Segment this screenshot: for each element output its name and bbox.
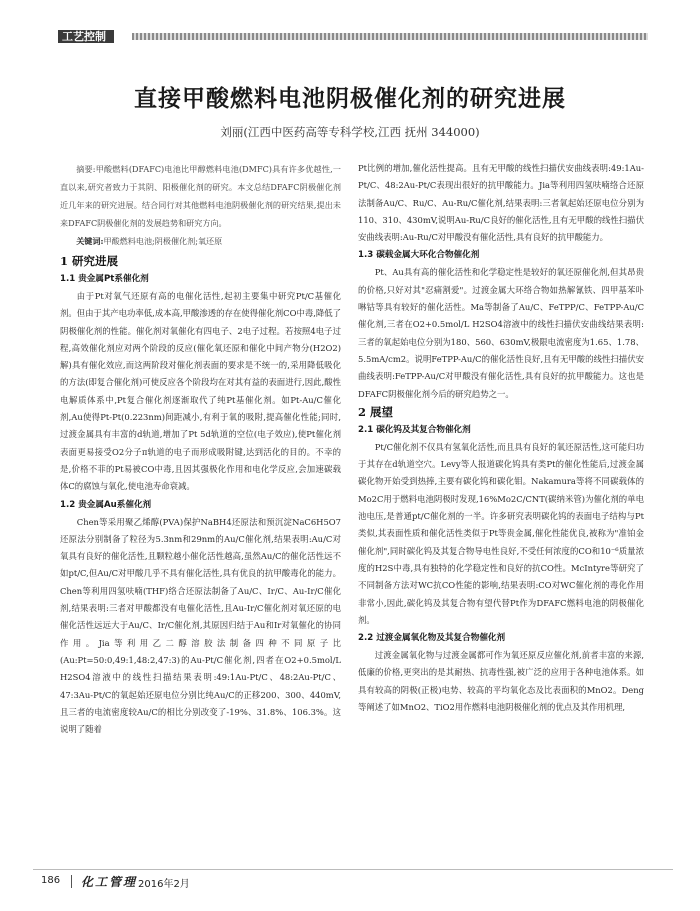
left-column-body: [60, 252, 341, 738]
section-heading: 1.3 碳载金属大环化合物催化剂: [358, 250, 480, 261]
right-column-body: [358, 160, 644, 716]
abstract: 摘要:甲酸燃料(DFAFC)电池比甲醇燃料电池(DMFC)具有许多优越性,一直以来,研究者致力于其阴、阳极催化剂的研究。本文总结DFAFC阴极催化剂近几年来的研究进展。结合同行对其他燃料电池阴极催化剂的研究结果,提出未来DFAFC阴极催化剂的发展趋势和研究方向。: [60, 164, 341, 228]
author-line: 刘丽(江西中医药高等专科学校,江西 抚州 344000): [220, 125, 480, 139]
page-number: 186: [41, 875, 61, 886]
article-title: 直接甲酸燃料电池阴极催化剂的研究进展: [134, 86, 566, 112]
right-column: [358, 160, 644, 716]
section-heading: 1.1 贵金属Pt系催化剂: [60, 274, 149, 284]
section-tag: 工艺控制: [58, 30, 114, 43]
section-heading: 2.1 碳化钨及其复合物催化剂: [358, 424, 471, 435]
paragraph: Pt/C催化剂不仅具有氢氧化活性,而且具有良好的氧还原活性,这可能归功于其存在d轨道空穴。Levy等人报道碳化钨具有类Pt的催化性能后,过渡金属碳化物开始受到热捧,主要有碳化钨和碳化钼。Nakamura等将不同碳载体的Mo2C用于燃料电池阴极时发现,16%Mo2C/CNT(碳纳米管)为催化剂的单电池电压,是普通pt/C催化剂的一半。许多研究表明碳化钨的表面电子结构与Pt类似,其表面性质和催化活性类似于Pt等贵金属,催化性能优良,被称为"准铂金催化剂",同时碳化钨及其复合物导电性良好,不受任何浓度的CO和10⁻⁶质量浓度的H2S中毒,具有独特的化学稳定性和良好的抗CO性。McIntyre等研究了不同制备方法对WC抗CO性能的影响,结果表明:CO对WC催化剂的毒化作用非常小,因此,碳化钨及其复合物有望代替Pt作为DFAFC燃料电池的阴极催化剂。: [358, 441, 644, 625]
left-column: [60, 160, 341, 738]
section-header-bar: [58, 30, 648, 43]
issue-date: 2016年2月: [138, 879, 190, 890]
paragraph: 过渡金属氧化物与过渡金属都可作为氧还原反应催化剂,前者丰富的来源,低廉的价格,更突出的是其耐热、抗毒性强,被广泛的应用于各种电池体系。如具有较高的阴极(正极)电势、较高的平均氧化态及比表面积的MnO2。Deng等阐述了如MnO2、TiO2用作燃料电池阴极催化剂的优点及其作用机理,: [358, 650, 644, 713]
section-heading: 2.2 过渡金属氧化物及其复合物催化剂: [358, 633, 506, 644]
section-heading: 2 展望: [358, 404, 394, 419]
paragraph: Pt、Au具有高的催化活性和化学稳定性是较好的氧还原催化剂,但其昂贵的价格,只好对其"忍痛割爱"。过渡金属大环络合物如热解氰铁、四甲基苯卟啉钴等具有较好的催化活性。Ma等制备了Au/C、FeTPP/C、FeTPP-Au/C催化剂,三者在O2+0.5mol/L H2SO4溶液中的线性扫描伏安曲线结果表明:三者的氧起始电位分别为180、560、630mV,极限电流密度为1.65、1.78、5.5mA/cm2。说明FeTPP-Au/C的催化活性良好,且有无甲酸的线性扫描伏安曲线表明:FeTPP-Au/C对甲酸没有催化活性,具有良好的抗甲酸能力。这也是DFAFC阴极催化剂今后的研究趋势之一。: [358, 267, 644, 399]
paragraph: Chen等采用聚乙烯醇(PVA)保护NaBH4还原法和预沉淀NaC6H5O7还原法分别制备了粒径为5.3nm和29nm的Au/C催化剂,结果表明:Au/C对氧具有良好的催化活性,且颗粒越小催化活性越高,虽然Au/C的催化活性远不如pt/C,但Au/C对甲酸几乎不具有催化活性,具有优良的抗甲酸毒化的能力。Chen等利用四氢呋喃(THF)络合还原法制备了Au/C、Ir/C、Au-Ir/C催化剂,结果表明:三者对甲酸都没有电催化活性,且Au-Ir/C催化剂对氧还原的电催化活性远远大于Au/C、Ir/C催化剂,其原因归结于Au和Ir对氧催化的协同作用。Jia等利用乙二醇溶胶法制备四种不同原子比(Au:Pt=50:0,49:1,48:2,47:3)的Au-Pt/C催化剂,四者在O2+0.5mol/L H2SO4溶液中的线性扫描结果表明:49:1Au-Pt/C、48:2Au-Pt/C、47:3Au-Pt/C的氧起始还原电位分别比纯Au/C的正移200、300、440mV,且三者的电流密度较Au/C的相比分别改变了-19%、31.8%、106.3%。这说明了随着: [60, 516, 341, 735]
page-footer: [33, 873, 673, 891]
section-heading: 1.2 贵金属Au系催化剂: [60, 499, 152, 510]
journal-name: 化工管理: [81, 875, 138, 889]
keywords: [60, 232, 341, 250]
keywords-text: 甲酸燃料电池;阴极催化剂;氧还原: [103, 236, 223, 246]
paragraph: 由于Pt对氧气还原有高的电催化活性,起初主要集中研究Pt/C基催化剂。但由于其产电功率低,成本高,甲酸渗透的存在使得催化剂CO中毒,降低了阴极催化剂的性能。催化剂对氧催化有四电子、2电子过程。若按照4电子过程,高效催化剂应对两个阶段的反应(催化氧还原和催化中间产物分(H2O2)解)具有催化效应,而这两阶段对催化剂表面的要求是不统一的,采用降低吸化的方法(即复合催化剂)可使反应各个阶段均在对其有益的表面进行,因此,酸性电解质体系中,Pt复合催化剂逐渐取代了纯Pt基催化剂。如Pt-Au/C催化剂,Au使得Pt-Pt(0.223nm)间距减小,有利于氧的吸附,提高催化性能;同时,过渡金属具有丰富的d轨道,增加了Pt 5d轨道的空位(电子效应),使Pt催化剂表面更易接受O2分子π轨道的电子而形成吸附键,达到活化的目的。不幸的是,价格不菲的Pt易被CO中毒,且因其强极化作用和电化学反应,会加速碳载体C的腐蚀与氧化,使电池寿命衰减。: [60, 291, 341, 492]
header-stripe: [132, 33, 648, 40]
paragraph: Pt比例的增加,催化活性提高。且有无甲酸的线性扫描伏安曲线表明:49:1Au-Pt/C、48:2Au-Pt/C表现出很好的抗甲酸能力。Jia等利用四氢呋喃络合还原法制备Au/C、Ru/C、Au-Ru/C催化剂,结果表明:三者氧起始还原电位分别为110、310、430mV,说明Au-Ru/C良好的催化活性,且有无甲酸的线性扫描伏安曲线表明:Au-Ru/C对甲酸没有催化活性,具有良好的抗甲酸能力。: [358, 163, 644, 243]
footer-rule: [33, 869, 673, 870]
keywords-label: 关键词:: [76, 236, 104, 246]
footer-separator: [71, 875, 72, 888]
section-heading: 1 研究进展: [60, 254, 119, 268]
